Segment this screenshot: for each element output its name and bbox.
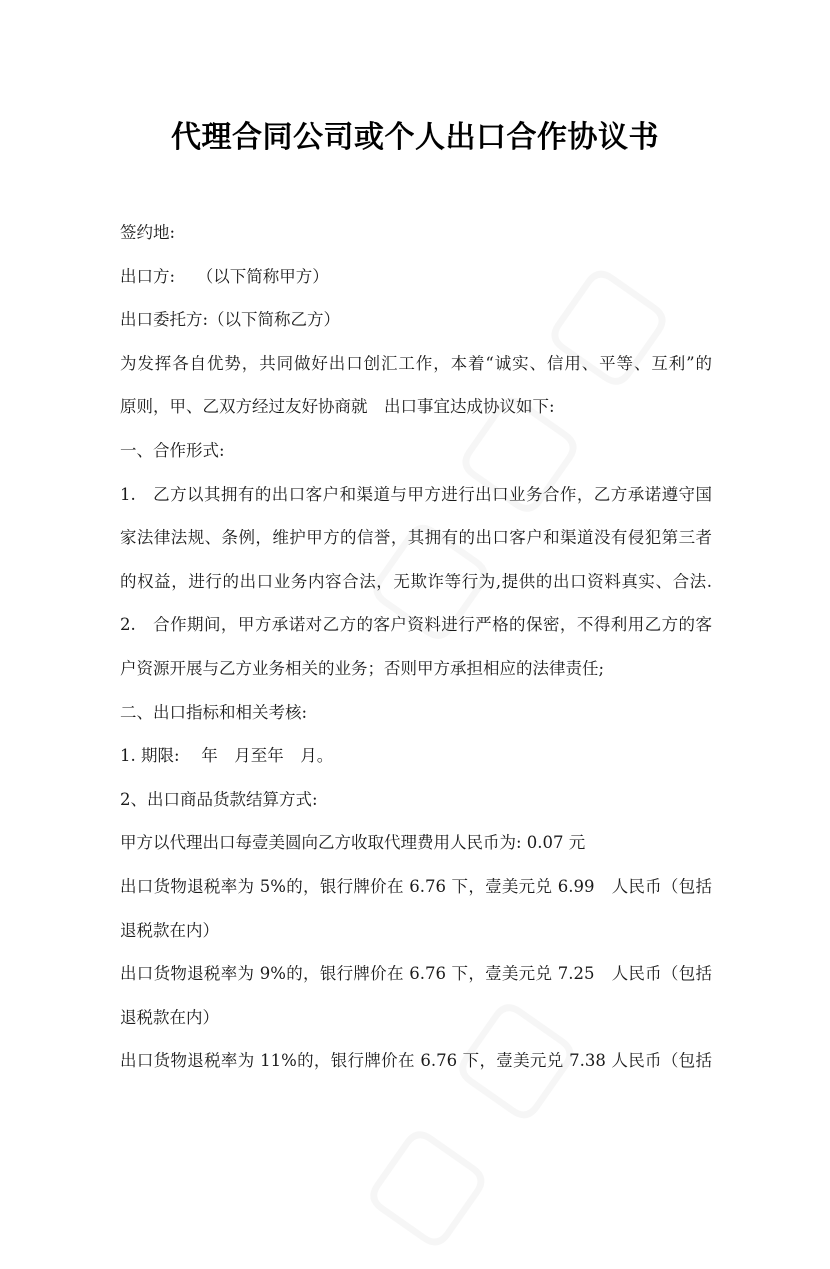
text-line: 退税款在内） xyxy=(120,1007,219,1027)
text-line: 出口委托方:（以下简称乙方） xyxy=(120,310,341,330)
text-line: 为发挥各自优势，共同做好出口创汇工作，本着“诚实、信用、平等、互利”的 xyxy=(120,353,712,373)
text-line: 出口方: （以下简称甲方） xyxy=(120,266,329,286)
text-line: 出口货物退税率为 9%的，银行牌价在 6.76 下，壹美元兑 7.25 人民币（包括 xyxy=(120,964,712,984)
text-line: 原则，甲、乙双方经过友好协商就 出口事宜达成协议如下: xyxy=(120,397,555,417)
document-title: 代理合同公司或个人出口合作协议书 xyxy=(171,120,659,155)
text-line: 二、出口指标和相关考核: xyxy=(120,702,308,722)
text-line: 2、出口商品货款结算方式: xyxy=(120,789,318,809)
text-line: 1. 期限: 年 月至年 月。 xyxy=(120,746,334,766)
text-line: 户资源开展与乙方业务相关的业务；否则甲方承担相应的法律责任; xyxy=(120,658,605,678)
text-line: 家法律法规、条例，维护甲方的信誉，其拥有的出口客户和渠道没有侵犯第三者 xyxy=(120,528,712,548)
text-line: 甲方以代理出口每壹美圆向乙方收取代理费用人民币为: 0.07 元 xyxy=(120,833,586,853)
text-line: 出口货物退税率为 11%的，银行牌价在 6.76 下，壹美元兑 7.38 人民币（包括 xyxy=(120,1051,712,1071)
text-line: 2. 合作期间，甲方承诺对乙方的客户资料进行严格的保密，不得利用乙方的客 xyxy=(120,615,712,635)
text-line: 的权益，进行的出口业务内容合法，无欺诈等行为,提供的出口资料真实、合法. xyxy=(120,571,712,591)
text-line: 出口货物退税率为 5%的，银行牌价在 6.76 下，壹美元兑 6.99 人民币（包括 xyxy=(120,876,712,896)
text-line: 一、合作形式: xyxy=(120,440,225,460)
text-line: 退税款在内） xyxy=(120,920,219,940)
text-line: 1. 乙方以其拥有的出口客户和渠道与甲方进行出口业务合作，乙方承诺遵守国 xyxy=(120,484,712,504)
document-body xyxy=(120,220,712,1092)
text-line: 签约地: xyxy=(120,223,176,242)
